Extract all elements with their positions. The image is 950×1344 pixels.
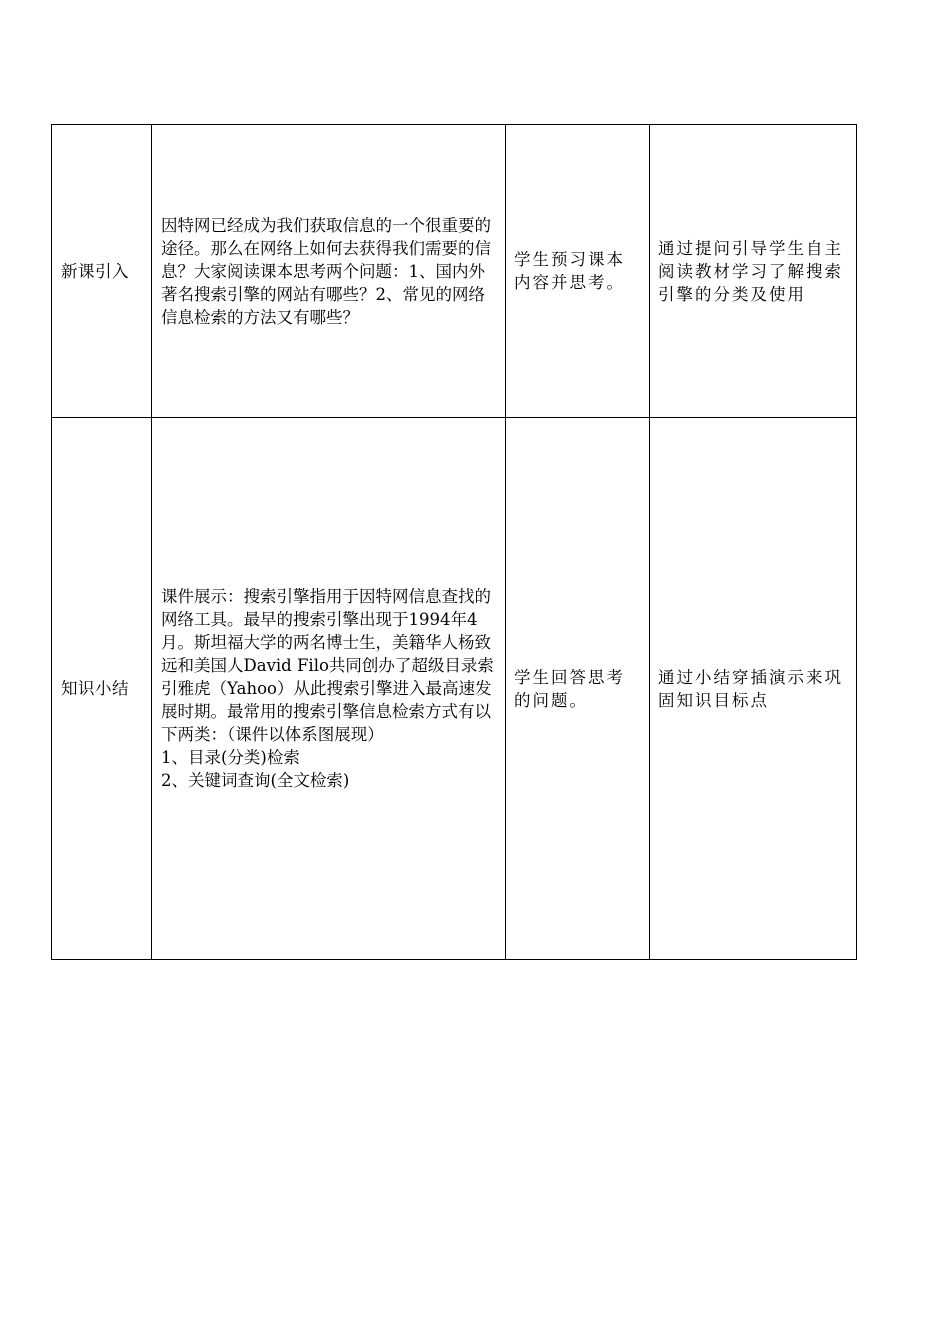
table-row-summary [52, 418, 857, 960]
student-activity-cell: 学生预习课本内容并思考。 [506, 125, 650, 418]
teaching-content-cell: 课件展示：搜索引擎指用于因特网信息查找的网络工具。最早的搜索引擎出现于1994年4月。斯坦福大学的两名博士生，美籍华人杨致远和美国人David Filo共同创办了超级目录索引雅虎（Yahoo）从此搜索引擎进入最高速发展时期。最常用的搜索引擎信息检索方式有以下两类：（课件以体系图展现） 1、目录(分类)检索 2、关键词查询(全文检索) [152, 418, 506, 960]
teaching-content-cell: 因特网已经成为我们获取信息的一个很重要的途径。那么在网络上如何去获得我们需要的信息？大家阅读课本思考两个问题：1、国内外著名搜索引擎的网站有哪些？2、常见的网络信息检索的方法又有哪些？ [152, 125, 506, 418]
stage-cell: 新课引入 [52, 125, 152, 418]
stage-cell: 知识小结 [52, 418, 152, 960]
design-intent-cell: 通过提问引导学生自主阅读教材学习了解搜索引擎的分类及使用 [650, 125, 857, 418]
design-intent-cell: 通过小结穿插演示来巩固知识目标点 [650, 418, 857, 960]
student-activity-cell: 学生回答思考的问题。 [506, 418, 650, 960]
table-row-intro [52, 125, 857, 418]
lesson-plan-table [51, 124, 857, 960]
